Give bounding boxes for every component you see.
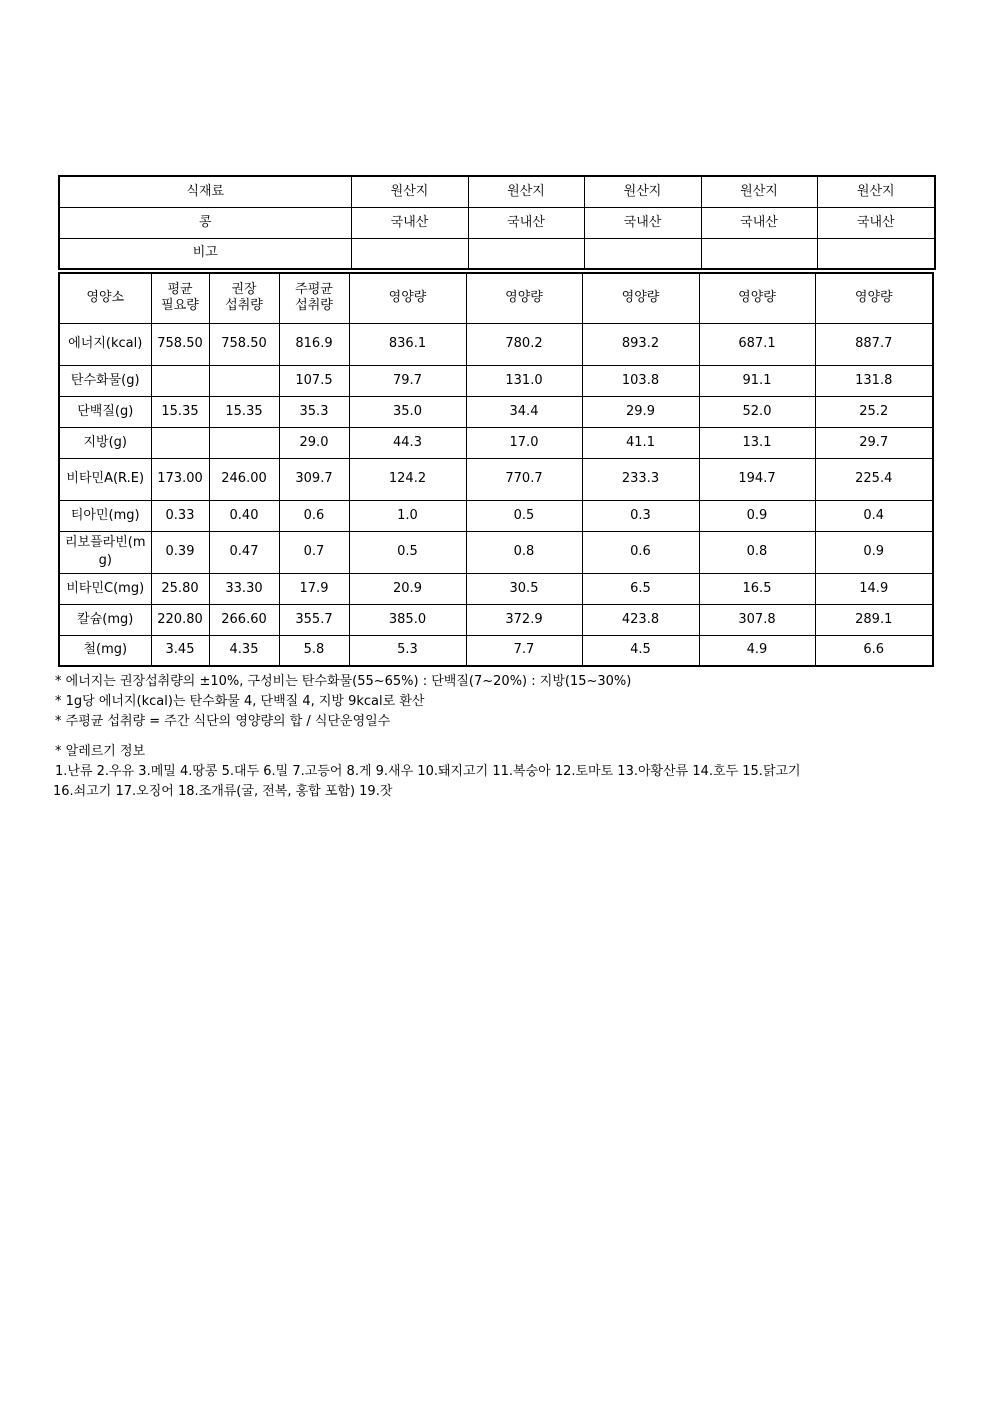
weekly-avg-intake-cell: 0.7 [279,531,349,573]
nutrient-name: 비타민A(R.E) [59,458,151,500]
amount-cell: 41.1 [582,427,699,458]
amount-cell: 0.8 [466,531,582,573]
amount-cell: 44.3 [349,427,466,458]
nutrient-name: 철(mg) [59,635,151,666]
amount-cell: 29.9 [582,396,699,427]
remarks-row [59,238,935,269]
origin-value: 국내산 [817,207,935,238]
weekly-avg-intake-cell: 107.5 [279,365,349,396]
nutrient-name: 티아민(mg) [59,500,151,531]
origin-header: 원산지 [468,176,584,207]
nutrient-name: 리보플라빈(mg) [59,531,151,573]
allergy-list-line: 16.쇠고기 17.오징어 18.조개류(굴, 전복, 홍합 포함) 19.잣 [53,784,393,799]
nutrient-header-row [59,273,933,323]
weekly-avg-intake-cell: 17.9 [279,573,349,604]
recommended-intake-cell [209,427,279,458]
amount-cell: 423.8 [582,604,699,635]
remarks-value [817,238,935,269]
nutrition-sheet [58,175,934,667]
avg-requirement-cell: 758.50 [151,323,209,365]
amount-cell: 0.8 [699,531,815,573]
amount-cell: 6.6 [815,635,933,666]
amount-cell: 34.4 [466,396,582,427]
avg-requirement-cell [151,365,209,396]
nutrient-row [59,573,933,604]
header-line: 필요량 [161,298,199,314]
amount-cell: 17.0 [466,427,582,458]
amount-cell: 20.9 [349,573,466,604]
amount-cell: 385.0 [349,604,466,635]
amount-cell: 91.1 [699,365,815,396]
nutrient-name: 칼슘(mg) [59,604,151,635]
avg-requirement-cell: 15.35 [151,396,209,427]
recommended-intake-cell: 758.50 [209,323,279,365]
ingredient-row [59,207,935,238]
amount-cell: 770.7 [466,458,582,500]
origin-header-row [59,176,935,207]
amount-cell: 836.1 [349,323,466,365]
weekly-avg-intake-cell: 309.7 [279,458,349,500]
remarks-label: 비고 [59,238,351,269]
amount-cell: 194.7 [699,458,815,500]
nutrient-row [59,396,933,427]
origin-header: 원산지 [584,176,701,207]
amount-cell: 225.4 [815,458,933,500]
amount-cell: 4.5 [582,635,699,666]
remarks-value [351,238,468,269]
header-line: 평균 [167,282,193,298]
amount-cell: 35.0 [349,396,466,427]
avg-requirement-cell: 25.80 [151,573,209,604]
amount-cell: 0.9 [699,500,815,531]
amount-header: 영양량 [582,273,699,323]
header-line: 주평균 [295,282,333,298]
amount-header: 영양량 [699,273,815,323]
amount-cell: 25.2 [815,396,933,427]
amount-cell: 0.6 [582,531,699,573]
ingredient-label: 식재료 [59,176,351,207]
nutrient-name: 비타민C(mg) [59,573,151,604]
amount-cell: 233.3 [582,458,699,500]
origin-header: 원산지 [817,176,935,207]
amount-cell: 29.7 [815,427,933,458]
nutrient-name: 지방(g) [59,427,151,458]
note-line: * 주평균 섭취량 = 주간 식단의 영양량의 합 / 식단운영일수 [55,714,391,729]
amount-header: 영양량 [815,273,933,323]
amount-cell: 103.8 [582,365,699,396]
note-line: * 에너지는 권장섭취량의 ±10%, 구성비는 탄수화물(55~65%) : 단백질(7~20%) : 지방(15~30%) [55,674,632,689]
nutrient-row [59,500,933,531]
recommended-intake-cell: 246.00 [209,458,279,500]
nutrient-row [59,635,933,666]
amount-cell: 13.1 [699,427,815,458]
weekly-avg-intake-cell: 355.7 [279,604,349,635]
weekly-avg-intake-cell: 5.8 [279,635,349,666]
recommended-intake-cell: 15.35 [209,396,279,427]
amount-cell: 16.5 [699,573,815,604]
amount-cell: 289.1 [815,604,933,635]
avg-requirement-cell [151,427,209,458]
avg-requirement-cell: 0.39 [151,531,209,573]
recommended-intake-cell: 33.30 [209,573,279,604]
recommended-intake-cell: 4.35 [209,635,279,666]
origin-header: 원산지 [351,176,468,207]
remarks-value [701,238,817,269]
amount-cell: 0.5 [349,531,466,573]
ingredient-name: 콩 [59,207,351,238]
remarks-value [584,238,701,269]
weekly-avg-intake-cell: 0.6 [279,500,349,531]
amount-cell: 780.2 [466,323,582,365]
amount-cell: 893.2 [582,323,699,365]
amount-cell: 1.0 [349,500,466,531]
weekly-avg-intake-cell: 816.9 [279,323,349,365]
recommended-intake-cell: 0.40 [209,500,279,531]
amount-cell: 52.0 [699,396,815,427]
amount-cell: 124.2 [349,458,466,500]
amount-cell: 0.5 [466,500,582,531]
avg-requirement-cell: 173.00 [151,458,209,500]
recommended-intake-cell: 0.47 [209,531,279,573]
origin-value: 국내산 [468,207,584,238]
amount-header: 영양량 [349,273,466,323]
amount-cell: 687.1 [699,323,815,365]
nutrient-name: 에너지(kcal) [59,323,151,365]
amount-cell: 0.9 [815,531,933,573]
amount-cell: 14.9 [815,573,933,604]
allergy-title: * 알레르기 정보 [55,744,146,759]
origin-header: 원산지 [701,176,817,207]
amount-cell: 887.7 [815,323,933,365]
origin-value: 국내산 [584,207,701,238]
amount-cell: 7.7 [466,635,582,666]
remarks-value [468,238,584,269]
amount-cell: 131.0 [466,365,582,396]
origin-value: 국내산 [351,207,468,238]
amount-cell: 30.5 [466,573,582,604]
amount-cell: 307.8 [699,604,815,635]
header-line: 섭취량 [225,298,263,314]
nutrient-name: 탄수화물(g) [59,365,151,396]
recommended-intake-header [209,273,279,323]
weekly-avg-intake-cell: 35.3 [279,396,349,427]
amount-cell: 4.9 [699,635,815,666]
nutrient-name: 단백질(g) [59,396,151,427]
allergy-list-line: 1.난류 2.우유 3.메밀 4.땅콩 5.대두 6.밀 7.고등어 8.게 9.새우 10.돼지고기 11.복숭아 12.토마토 13.아황산류 14.호두 15.닭고기 [55,764,801,779]
amount-cell: 0.4 [815,500,933,531]
amount-header: 영양량 [466,273,582,323]
avg-requirement-cell: 3.45 [151,635,209,666]
avg-requirement-cell: 220.80 [151,604,209,635]
avg-requirement-cell: 0.33 [151,500,209,531]
notes-section [55,672,955,802]
nutrient-row [59,604,933,635]
nutrient-header: 영양소 [59,273,151,323]
nutrient-row [59,427,933,458]
amount-cell: 5.3 [349,635,466,666]
header-line: 권장 [231,282,257,298]
recommended-intake-cell: 266.60 [209,604,279,635]
weekly-avg-intake-header [279,273,349,323]
nutrient-row [59,323,933,365]
amount-cell: 6.5 [582,573,699,604]
header-line: 섭취량 [295,298,333,314]
avg-requirement-header [151,273,209,323]
amount-cell: 79.7 [349,365,466,396]
nutrient-row [59,458,933,500]
nutrient-table [58,272,934,667]
amount-cell: 0.3 [582,500,699,531]
origin-value: 국내산 [701,207,817,238]
nutrient-row [59,531,933,573]
ingredient-origin-table [58,175,936,270]
weekly-avg-intake-cell: 29.0 [279,427,349,458]
note-line: * 1g당 에너지(kcal)는 탄수화물 4, 단백질 4, 지방 9kcal로 환산 [55,694,425,709]
amount-cell: 131.8 [815,365,933,396]
nutrient-row [59,365,933,396]
recommended-intake-cell [209,365,279,396]
amount-cell: 372.9 [466,604,582,635]
